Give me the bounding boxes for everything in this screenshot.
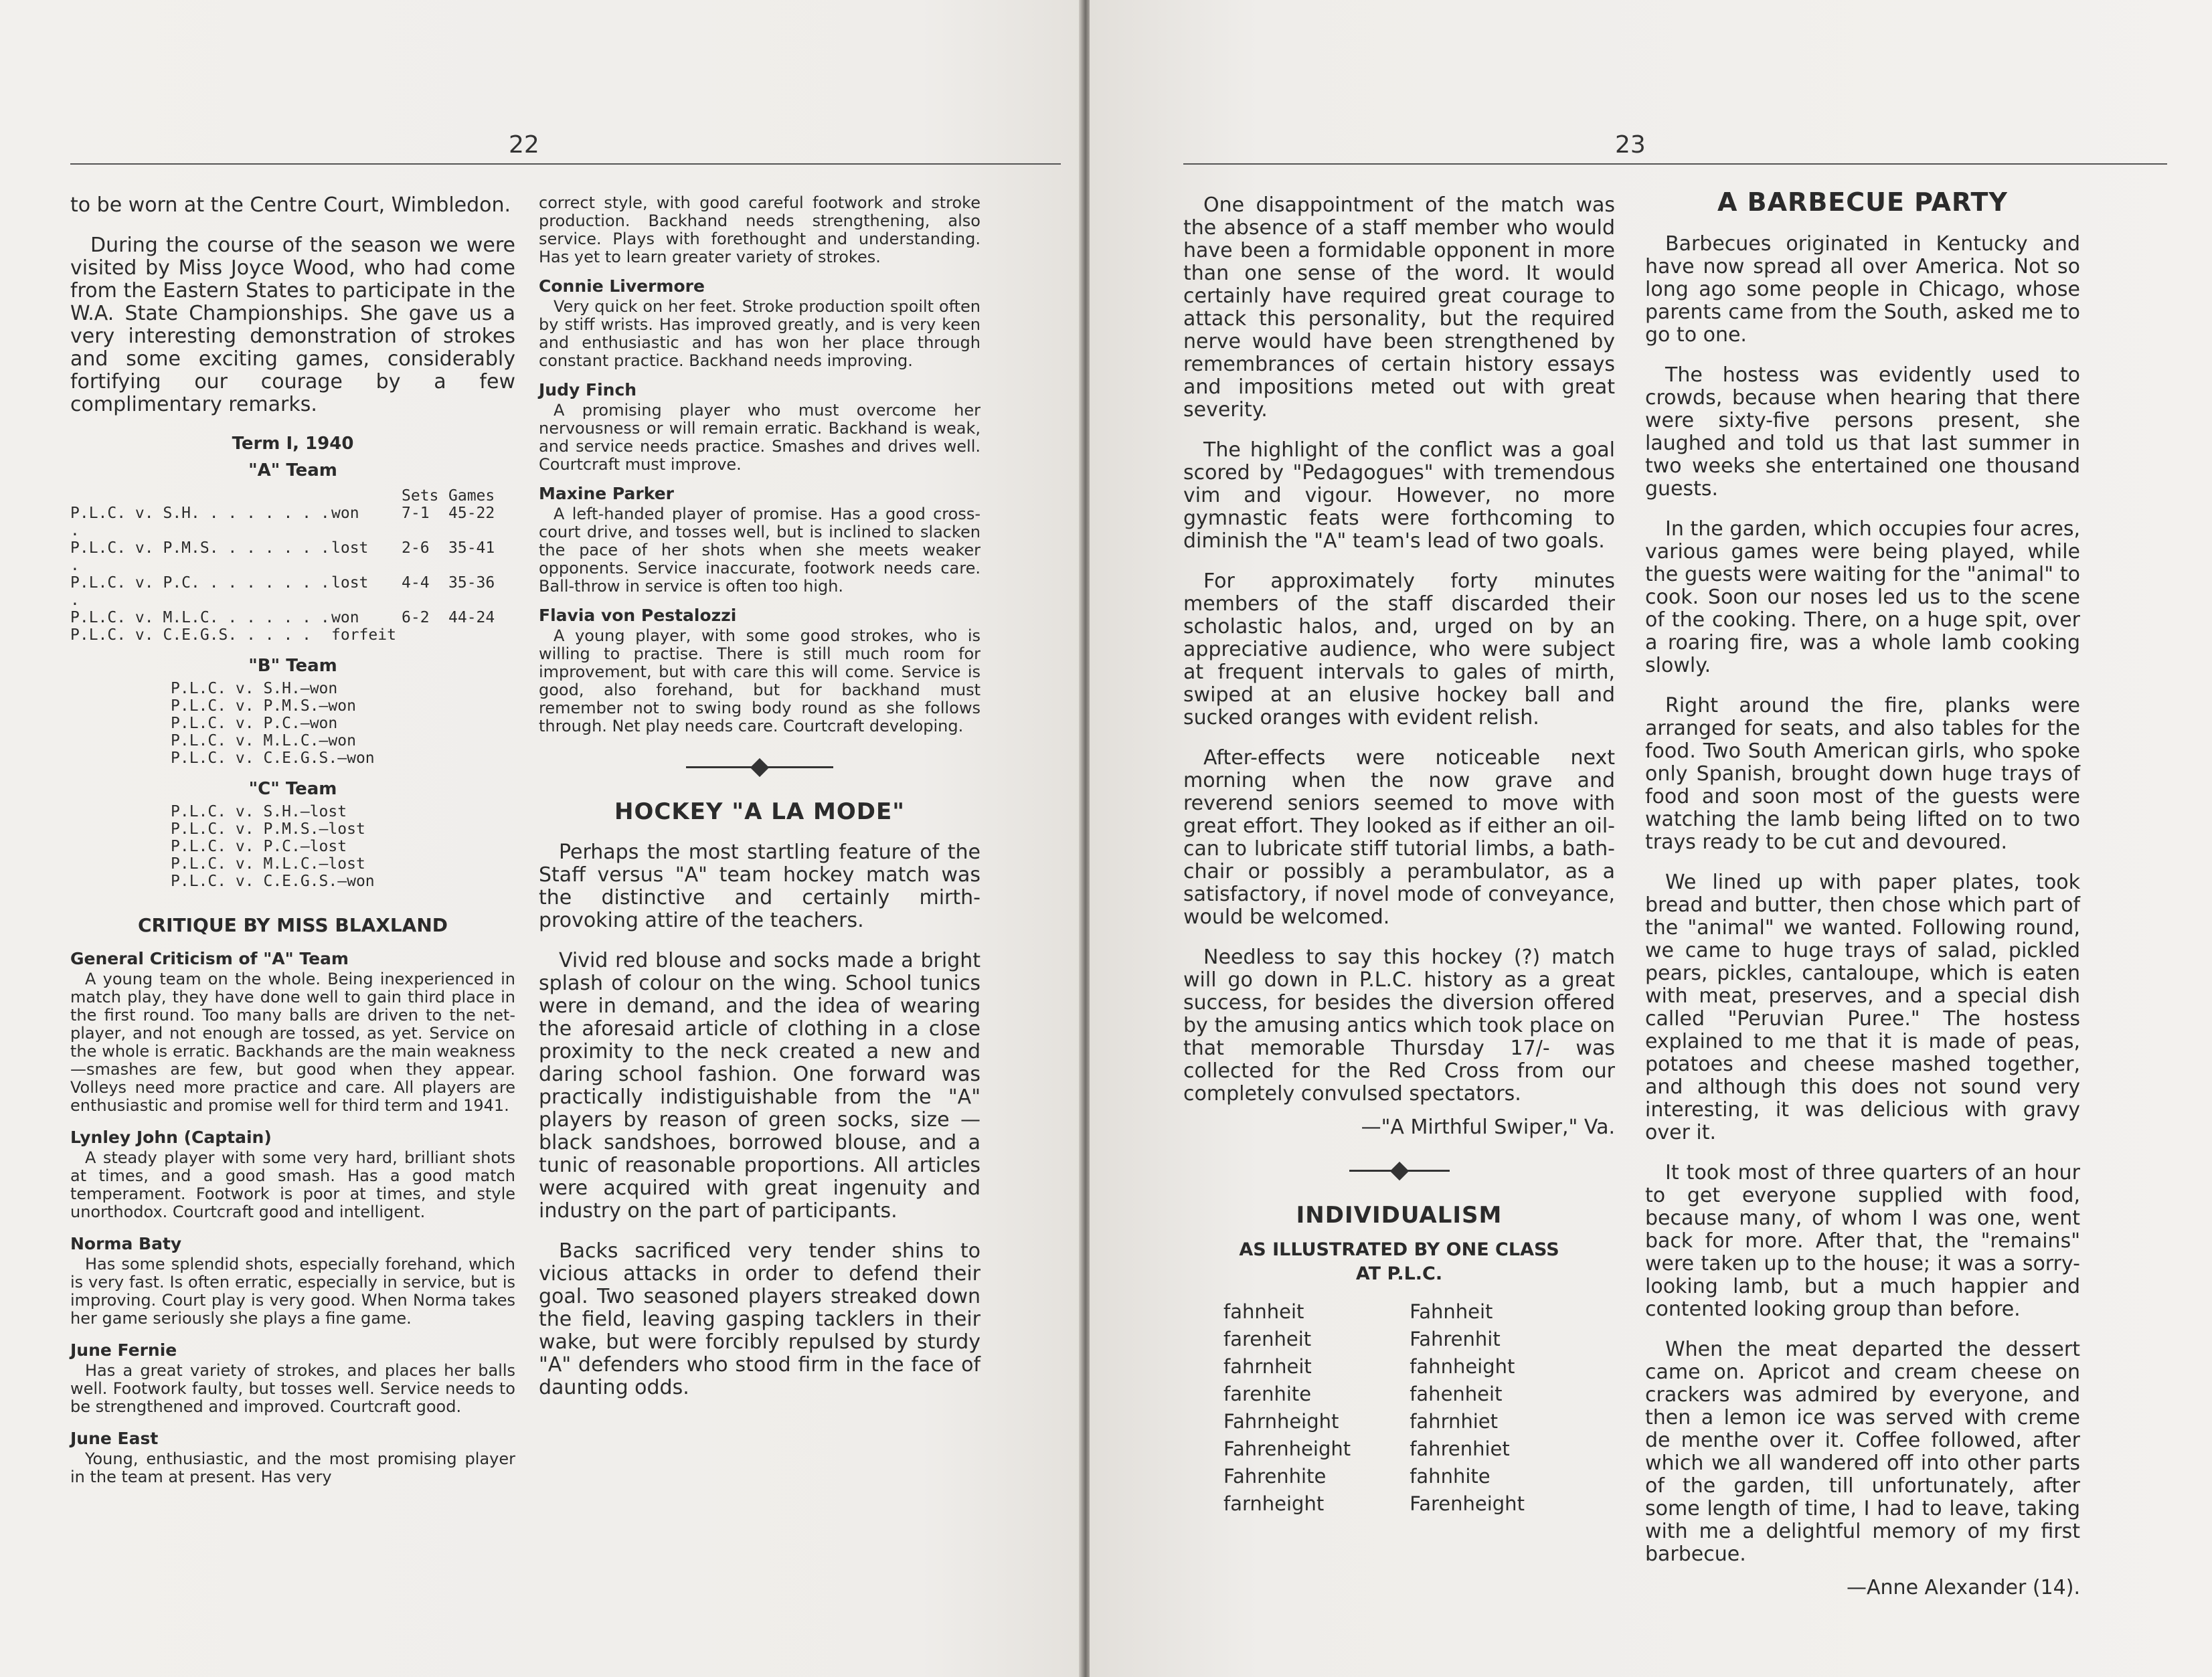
list-item: P.L.C. v. C.E.G.S.—won: [171, 873, 375, 890]
critique-text: A steady player with some very hard, brilliant shots at times, and a good smash. Has a good match temperament. Footwork is poor at times, and style unorthodox. Courtcraft good and intelligent.: [70, 1148, 515, 1221]
article-paragraph: When the meat departed the dessert came on. Apricot and cream cheese on crackers was admired by everyone, and then a lemon ice was served with creme de menthe over it. Coffee followed, after which we all wandered off into other parts of the garden, till unfortunately, after some length of time, I had to leave, taking with me a delightful memory of my first barbecue.: [1645, 1338, 2080, 1566]
list-item: fahrnheit: [1223, 1355, 1312, 1378]
critique-text: Has a great variety of strokes, and places her balls well. Footwork faulty, but tosses well. Service needs to be strengthened and improved. Courtcraft good.: [70, 1361, 515, 1416]
section-divider: [1349, 1162, 1450, 1179]
list-item: farenhite: [1223, 1383, 1312, 1405]
list-item: P.L.C. v. P.C.—won: [171, 715, 338, 732]
article-paragraph: Vivid red blouse and socks made a bright splash of colour on the wing. School tunics were in demand, and the idea of wearing the aforesaid article of clothing in a close proximity to the neck created a new and daring school fashion. One forward was practically indistiguishable from the "A" players by reason of green socks, size — black sandshoes, borrowed blouse, and a tunic of reasonable proportions. All articles were acquired with great ingenuity and industry on the part of participants.: [539, 949, 981, 1223]
critique-text: A young team on the whole. Being inexperienced in match play, they have done well to gain third place in the first round. Too many balls are driven to the net-player, and not enough are tossed, as yet. Service on the whole is erratic. Backhands are the main weakness—smashes are few, but good when they appear. Volleys need more practice and care. All players are enthusiastic and promise well for third term and 1941.: [70, 970, 515, 1115]
article-paragraph: In the garden, which occupies four acres, various games were being played, while the guests were waiting for the "animal" to cook. Soon our noses led us to the scene of the cooking. There, on a huge spit, over a roaring fire, was a whole lamb cooking slowly.: [1645, 517, 2080, 677]
list-item: P.L.C. v. S.H.—lost: [171, 803, 347, 820]
article-paragraph: Needless to say this hockey (?) match will go down in P.L.C. history as a great success, for besides the diversion offered by the amusing antics which took place on that memorable Thursday 17/- was collected for the Red Cross from our completely convulsed spectators.: [1183, 946, 1615, 1106]
list-item: Farenheight: [1410, 1492, 1525, 1515]
critique-entries: [70, 950, 515, 1486]
critique-name: Maxine Parker: [539, 484, 674, 503]
critique-text: A young player, with some good strokes, who is willing to practise. There is still much room for improvement, but with care this will come. Service is good, also forehand, but for backhand must remember not to swing body round as she follows through. Net play needs care. Courtcraft developing.: [539, 626, 981, 735]
list-item: Fahrenhit: [1410, 1328, 1501, 1350]
hockey-article: [539, 841, 981, 1399]
c-team-title: "C" Team: [248, 779, 337, 799]
critique-text: Young, enthusiastic, and the most promising player in the team at present. Has very: [70, 1449, 515, 1486]
a-team-results: [70, 487, 515, 644]
critique-title: CRITIQUE BY MISS BLAXLAND: [137, 914, 448, 936]
list-item: fahrnhiet: [1410, 1410, 1499, 1433]
critique-continued: [539, 194, 981, 735]
table-row: P.L.C. v. M.L.C. . . . . . . won 6-2 44-24: [70, 609, 495, 626]
list-item: P.L.C. v. P.M.S.—won: [171, 697, 356, 715]
sets-header: Sets: [402, 487, 439, 505]
list-item: P.L.C. v. M.L.C.—lost: [171, 855, 365, 873]
list-item: Fahrnheight: [1223, 1410, 1339, 1433]
list-item: Fahrenheight: [1223, 1437, 1351, 1460]
critique-text: correct style, with good careful footwork and stroke production. Backhand needs strengthening, also service. Plays with forethought and understanding. Has yet to learn greater variety of strokes.: [539, 193, 981, 266]
barbecue-title: A BARBECUE PARTY: [1717, 187, 2008, 217]
spelling-list: [1183, 1298, 1615, 1518]
critique-name: Norma Baty: [70, 1234, 182, 1253]
intro-paragraph: During the course of the season we were visited by Miss Joyce Wood, who had come from the Eastern States to participate in the W.A. State Championships. She gave us a very interesting demonstration of strokes and some exciting games, considerably fortifying our courage by a few complimentary remarks.: [70, 234, 515, 416]
list-item: Fahrenhite: [1223, 1465, 1327, 1488]
critique-name: June East: [70, 1429, 159, 1448]
hockey-title: HOCKEY "A LA MODE": [614, 798, 905, 825]
article-paragraph: It took most of three quarters of an hour to get everyone supplied with food, because many, of whom I was one, went back for more. After that, the "remains" were taken up to the house; it was a sorry-looking lamb, but a much happier and contented looking group than before.: [1645, 1161, 2080, 1321]
list-item: fahenheit: [1410, 1383, 1503, 1405]
results-header: [70, 487, 515, 505]
header-rule: [70, 163, 1061, 165]
critique-name: Lynley John (Captain): [70, 1128, 272, 1147]
article-paragraph: Barbecues originated in Kentucky and have now spread all over America. Not so long ago some people in Chicago, whose parents came from the South, asked me to go to one.: [1645, 232, 2080, 347]
article-paragraph: One disappointment of the match was the absence of a staff member who would have been a formidable opponent in more than one sense of the word. It would certainly have required great courage to attack this personality, but the required nerve would have been strengthened by remembrances of certain history essays and impositions meted out with great severity.: [1183, 193, 1615, 422]
term-title: Term I, 1940: [232, 434, 354, 454]
a-team-title: "A" Team: [248, 460, 337, 480]
critique-text: Has some splendid shots, especially forehand, which is very fast. Is often erratic, especially in service, but is improving. Court play is very good. When Norma takes her game seriously she plays a fine game.: [70, 1255, 515, 1328]
list-item: P.L.C. v. M.L.C.—won: [171, 732, 356, 749]
header-rule: [1183, 163, 2167, 165]
individualism-subtitle: AS ILLUSTRATED BY ONE CLASS: [1239, 1239, 1559, 1260]
b-team-results: [70, 680, 515, 767]
games-header: Games: [448, 487, 495, 505]
spelling-column-left: [1223, 1298, 1395, 1518]
list-item: P.L.C. v. P.C.—lost: [171, 838, 347, 855]
list-item: fahnheit: [1223, 1300, 1304, 1323]
hockey-article-continued: [1183, 194, 1615, 1139]
table-row: P.L.C. v. S.H. . . . . . . . . won 7-1 45-22: [70, 505, 495, 539]
critique-name: Judy Finch: [539, 380, 637, 400]
list-item: farnheight: [1223, 1492, 1325, 1515]
table-row: P.L.C. v. P.M.S. . . . . . . . lost 2-6 35-41: [70, 539, 495, 574]
article-paragraph: After-effects were noticeable next morning when the now grave and reverend seniors seemed to move with great effort. They looked as if either an oil-can to lubricate stiff tutorial limbs, a bath-chair or possibly a perambulator, as a satisfactory, if novel mode of conveyance, would be welcomed.: [1183, 746, 1615, 929]
critique-text: A promising player who must overcome her nervousness or will remain erratic. Backhand is weak, and service needs practice. Smashes and drives well. Courtcraft must improve.: [539, 401, 981, 474]
critique-name: Connie Livermore: [539, 276, 705, 296]
diamond-ornament-icon: [1389, 1162, 1408, 1180]
section-divider: [686, 758, 833, 776]
article-paragraph: Perhaps the most startling feature of the Staff versus "A" team hockey match was the distinctive and certainly mirth-provoking attire of the teachers.: [539, 841, 981, 932]
list-item: fahnhite: [1410, 1465, 1491, 1488]
right-page-column-1: [1183, 194, 1615, 1518]
right-page-column-2: [1645, 187, 2080, 1599]
b-team-title: "B" Team: [248, 656, 337, 676]
list-item: P.L.C. v. S.H.—won: [171, 680, 338, 697]
list-item: farenheit: [1223, 1328, 1312, 1350]
c-team-results: [70, 803, 515, 890]
critique-text: A left-handed player of promise. Has a good cross-court drive, and tosses well, but is inclined to slacken the pace of her shots when she meets weaker opponents. Service inaccurate, footwork needs care. Ball-throw in service is often too high.: [539, 505, 981, 596]
article-paragraph: Right around the fire, planks were arranged for seats, and also tables for the food. Two South American girls, who spoke only Spanish, brought down huge trays of food and soon most of the guests were watching the lamb being lifted on to two trays ready to be cut and devoured.: [1645, 694, 2080, 854]
article-paragraph: The hostess was evidently used to crowds, because when hearing that there were sixty-five persons present, she laughed and told us that last summer in two weeks she entertained one thousand guests.: [1645, 363, 2080, 501]
article-paragraph: Backs sacrificed very tender shins to vicious attacks in order to defend their goal. Two seasoned players streaked down the field, leaving gasping tacklers in their wake, but were forcibly repulsed by sturdy "A" defenders who stood firm in the face of daunting odds.: [539, 1239, 981, 1399]
article-paragraph: For approximately forty minutes members of the staff discarded their scholastic halos, and, urged on by an appreciative audience, who were subject at frequent intervals to gales of mirth, swiped at an elusive hockey ball and sucked oranges with evident relish.: [1183, 569, 1615, 729]
tennis-intro: [70, 194, 515, 416]
article-paragraph: The highlight of the conflict was a goal scored by "Pedagogues" with tremendous vim and vigour. However, no more gymnastic feats were forthcoming to diminish the "A" team's lead of two goals.: [1183, 438, 1615, 553]
article-signature: —"A Mirthful Swiper," Va.: [1361, 1116, 1615, 1139]
page-number-22: 22: [509, 131, 539, 159]
spelling-column-right: [1410, 1298, 1582, 1518]
table-row: P.L.C. v. C.E.G.S. . . . . forfeit: [70, 626, 396, 644]
list-item: P.L.C. v. C.E.G.S.—won: [171, 749, 375, 767]
left-page: [0, 0, 1083, 1677]
left-page-column-2: [539, 194, 981, 1417]
table-row: P.L.C. v. P.C. . . . . . . . . lost 4-4 35-36: [70, 574, 495, 609]
left-page-column-1: [70, 194, 515, 1497]
article-paragraph: We lined up with paper plates, took bread and butter, then chose which part of the "animal" we wanted. Following round, we came to huge trays of salad, pickled pears, pickles, cantaloupe, which is eaten with meat, preserves, and a special dish called "Peruvian Puree." The hostess explained to me that it is made of peas, potatoes and cheese mashed together, and although this does not sound very interesting, it was delicious with gravy over it.: [1645, 871, 2080, 1144]
article-signature: —Anne Alexander (14).: [1847, 1576, 2080, 1599]
list-item: P.L.C. v. P.M.S.—lost: [171, 820, 365, 838]
intro-paragraph: to be worn at the Centre Court, Wimbledon.: [70, 193, 511, 217]
right-page: [1090, 0, 2212, 1677]
list-item: Fahnheit: [1410, 1300, 1493, 1323]
individualism-subtitle: AT P.L.C.: [1355, 1263, 1443, 1284]
page-number-23: 23: [1615, 131, 1646, 159]
list-item: fahnheight: [1410, 1355, 1515, 1378]
critique-text: Very quick on her feet. Stroke production spoilt often by stiff wrists. Has improved greatly, and is very keen and enthusiastic and has won her place through constant practice. Backhand needs improving.: [539, 297, 981, 370]
list-item: fahrenhiet: [1410, 1437, 1510, 1460]
critique-name: Flavia von Pestalozzi: [539, 606, 737, 625]
diamond-ornament-icon: [750, 758, 769, 777]
individualism-title: INDIVIDUALISM: [1296, 1202, 1503, 1229]
critique-name: June Fernie: [70, 1340, 177, 1360]
critique-name: General Criticism of "A" Team: [70, 949, 349, 968]
barbecue-article: [1645, 233, 2080, 1599]
